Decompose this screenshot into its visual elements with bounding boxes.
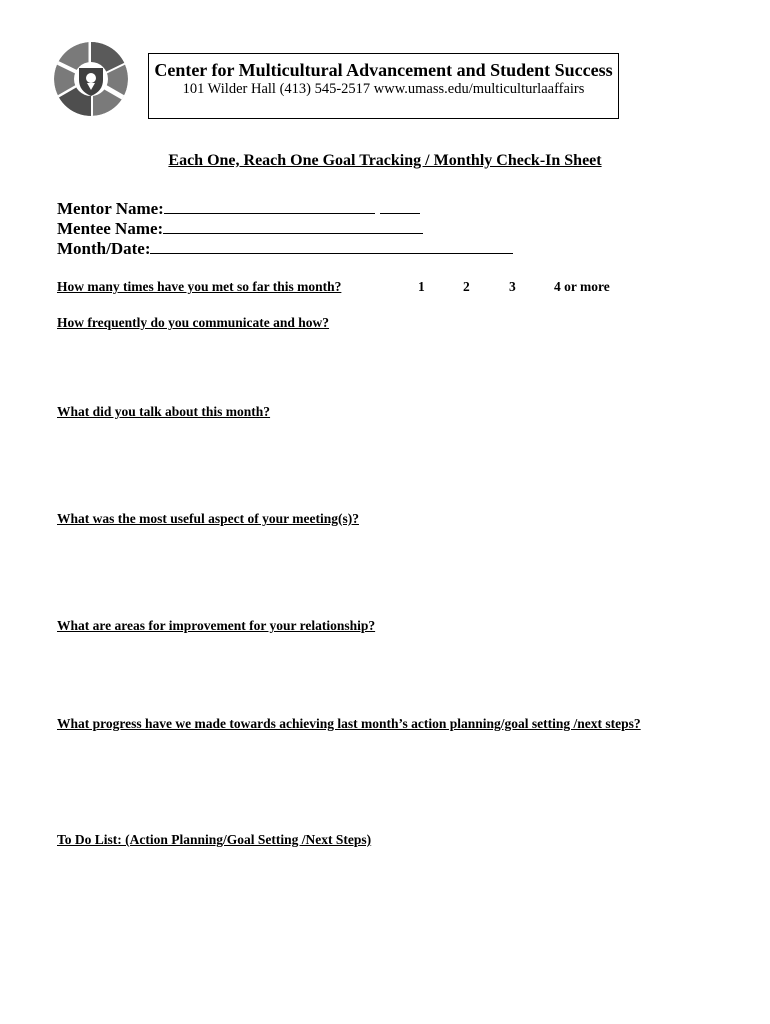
meeting-option-3[interactable]: 3 bbox=[509, 279, 516, 294]
org-contact: 101 Wilder Hall (413) 545-2517 www.umass.edu/multiculturlaaffairs bbox=[182, 81, 585, 97]
todo-list-heading: To Do List: (Action Planning/Goal Setting /Next Steps) bbox=[57, 832, 372, 847]
mentee-name-line[interactable] bbox=[163, 219, 423, 234]
mentor-name-line[interactable] bbox=[164, 199, 375, 214]
meeting-option-4-or-more[interactable]: 4 or more bbox=[554, 279, 610, 294]
meeting-option-2[interactable]: 2 bbox=[463, 279, 470, 294]
month-date-label: Month/Date: bbox=[57, 239, 151, 258]
meeting-count-question: How many times have you met so far this month? bbox=[57, 279, 342, 294]
mentor-name-field bbox=[57, 199, 420, 219]
month-date-field bbox=[57, 239, 513, 259]
communication-question: How frequently do you communicate and how? bbox=[57, 315, 330, 330]
progress-question: What progress have we made towards achieving last month’s action planning/goal setting /next steps? bbox=[57, 716, 641, 731]
useful-aspect-question: What was the most useful aspect of your meeting(s)? bbox=[57, 511, 359, 526]
form-title: Each One, Reach One Goal Tracking / Monthly Check-In Sheet bbox=[168, 152, 602, 169]
month-date-line[interactable] bbox=[150, 239, 513, 254]
mentor-name-label: Mentor Name: bbox=[57, 199, 164, 218]
university-seal-icon bbox=[52, 40, 130, 118]
mentee-name-field bbox=[57, 219, 423, 239]
improvement-question: What are areas for improvement for your relationship? bbox=[57, 618, 376, 633]
mentor-name-line-extra[interactable] bbox=[380, 199, 420, 214]
meeting-option-1[interactable]: 1 bbox=[418, 279, 425, 294]
org-name: Center for Multicultural Advancement and Student Success bbox=[154, 60, 613, 80]
topics-question: What did you talk about this month? bbox=[57, 404, 271, 419]
mentee-name-label: Mentee Name: bbox=[57, 219, 164, 238]
header-box bbox=[148, 53, 619, 119]
